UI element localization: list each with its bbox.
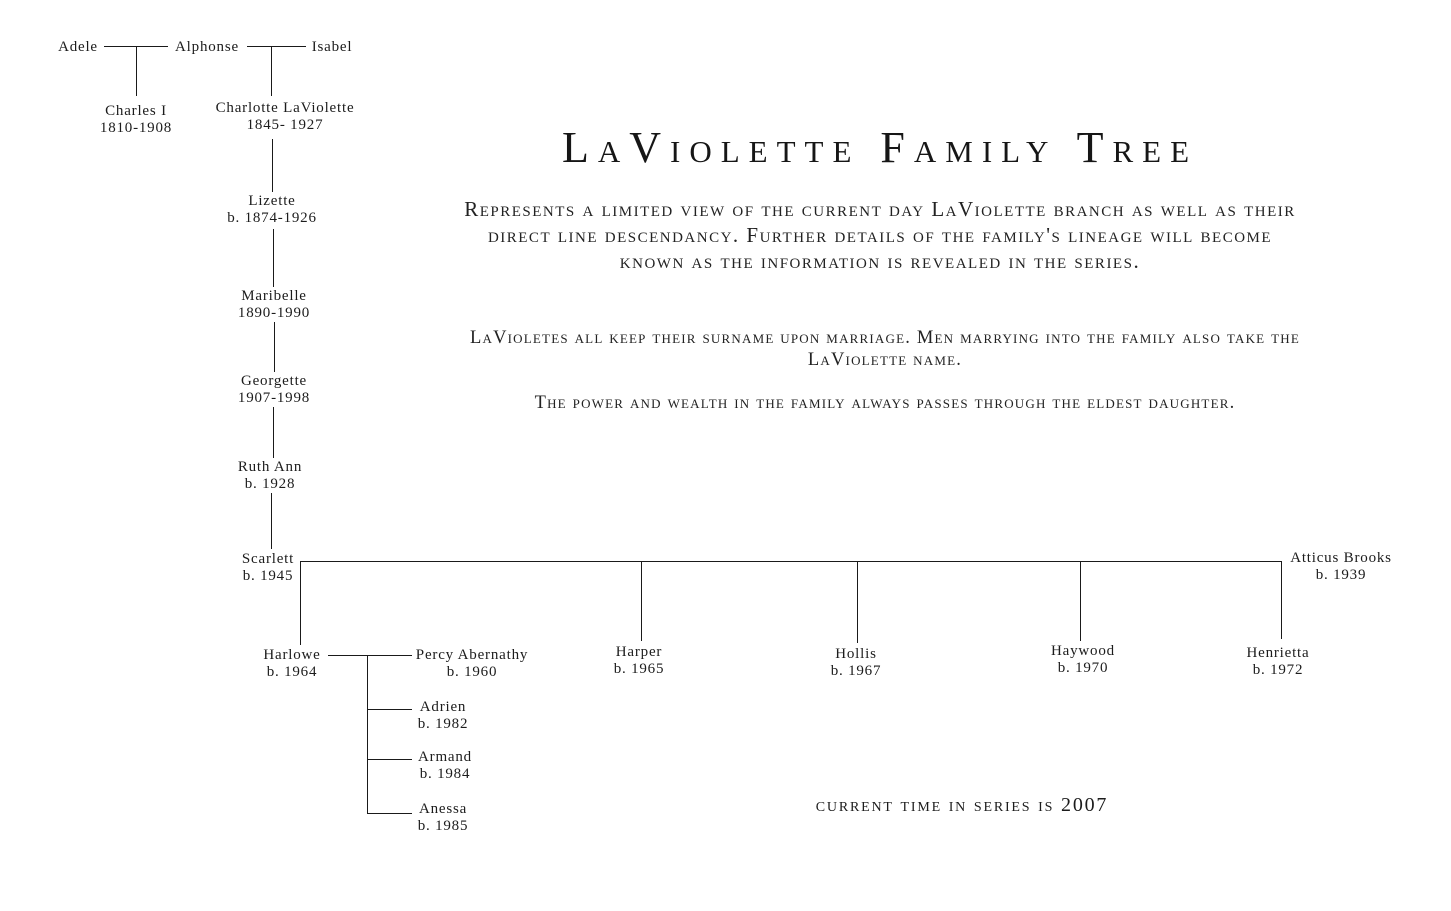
person-dates: 1907-1998	[237, 390, 311, 406]
person-dates: b. 1939	[1315, 567, 1367, 583]
intro-paragraph: Represents a limited view of the current day LaViolette branch as well as their direct line descendancy. Further details of the family's lineage will become known as the information is revealed in the series.	[464, 197, 1296, 273]
person-dates: b. 1874-1926	[227, 210, 317, 226]
person-dates: 1890-1990	[237, 305, 311, 321]
connector-drop-haywood	[1080, 561, 1081, 641]
person-charles	[76, 103, 196, 137]
connector-percy-children-trunk	[367, 655, 368, 814]
connector-charlotte-lizette	[272, 139, 273, 192]
person-name: Isabel	[311, 39, 353, 55]
connector-drop-harlowe	[300, 561, 301, 645]
person-haywood	[1023, 643, 1143, 677]
page-title: LaViolette Family Tree	[561, 123, 1199, 172]
person-adele	[38, 39, 118, 56]
connector-alphonse-isabel	[247, 46, 306, 47]
person-dates: b. 1965	[613, 661, 665, 677]
person-name: Georgette	[240, 373, 308, 389]
person-scarlett	[208, 551, 328, 585]
person-atticus	[1281, 550, 1401, 584]
person-name: Lizette	[248, 193, 296, 209]
person-dates: b. 1928	[244, 476, 296, 492]
connector-ruthann-scarlett	[271, 493, 272, 549]
person-name: Percy Abernathy	[415, 647, 529, 663]
connector-to-charles	[136, 46, 137, 96]
person-harper	[579, 644, 699, 678]
person-name: Charles I	[105, 103, 167, 119]
surname-note-paragraph: LaVioletes all keep their surname upon marriage. Men marrying into the family also take the LaViolette name.	[470, 328, 1300, 370]
person-dates: 1845- 1927	[246, 117, 324, 133]
person-anessa	[383, 801, 503, 835]
person-charlotte	[205, 100, 365, 134]
person-name: Ruth Ann	[237, 459, 303, 475]
connector-drop-hollis	[857, 561, 858, 643]
connector-to-charlotte	[271, 46, 272, 96]
person-name: Harper	[615, 644, 663, 660]
person-dates: b. 1972	[1252, 662, 1304, 678]
person-name: Adrien	[419, 699, 467, 715]
person-dates: b. 1982	[417, 716, 469, 732]
person-dates: b. 1964	[266, 664, 318, 680]
person-harlowe	[232, 647, 352, 681]
connector-harlowe-percy	[328, 655, 412, 656]
person-name: Atticus Brooks	[1290, 550, 1392, 566]
person-dates: b. 1970	[1057, 660, 1109, 676]
connector-drop-henrietta	[1281, 561, 1282, 639]
person-dates: b. 1984	[419, 766, 471, 782]
person-isabel	[292, 39, 372, 56]
person-name: Armand	[418, 749, 472, 765]
person-maribelle	[214, 288, 334, 322]
person-name: Charlotte LaViolette	[215, 100, 355, 116]
person-name: Adele	[58, 39, 98, 55]
person-dates: b. 1985	[417, 818, 469, 834]
person-name: Hollis	[835, 646, 877, 662]
person-lizette	[212, 193, 332, 227]
inheritance-note-paragraph: The power and wealth in the family always passes through the eldest daughter.	[534, 393, 1236, 413]
person-dates: b. 1960	[446, 664, 498, 680]
person-name: Henrietta	[1246, 645, 1310, 661]
person-name: Alphonse	[175, 39, 239, 55]
person-dates: 1810-1908	[99, 120, 173, 136]
connector-drop-harper	[641, 561, 642, 641]
connector-maribelle-georgette	[274, 322, 275, 372]
person-percy	[397, 647, 547, 681]
person-henrietta	[1218, 645, 1338, 679]
person-dates: b. 1967	[830, 663, 882, 679]
person-georgette	[214, 373, 334, 407]
person-ruthann	[210, 459, 330, 493]
person-alphonse	[157, 39, 257, 56]
person-armand	[385, 749, 505, 783]
person-dates: b. 1945	[242, 568, 294, 584]
person-name: Scarlett	[241, 551, 295, 567]
person-name: Harlowe	[263, 647, 321, 663]
person-name: Maribelle	[241, 288, 307, 304]
person-adrien	[383, 699, 503, 733]
person-name: Haywood	[1051, 643, 1115, 659]
connector-lizette-maribelle	[273, 229, 274, 287]
connector-georgette-ruthann	[273, 407, 274, 458]
person-hollis	[796, 646, 916, 680]
current-time-note: current time in series is 2007	[815, 794, 1109, 816]
person-name: Anessa	[418, 801, 468, 817]
connector-scarlett-atticus	[300, 561, 1282, 562]
